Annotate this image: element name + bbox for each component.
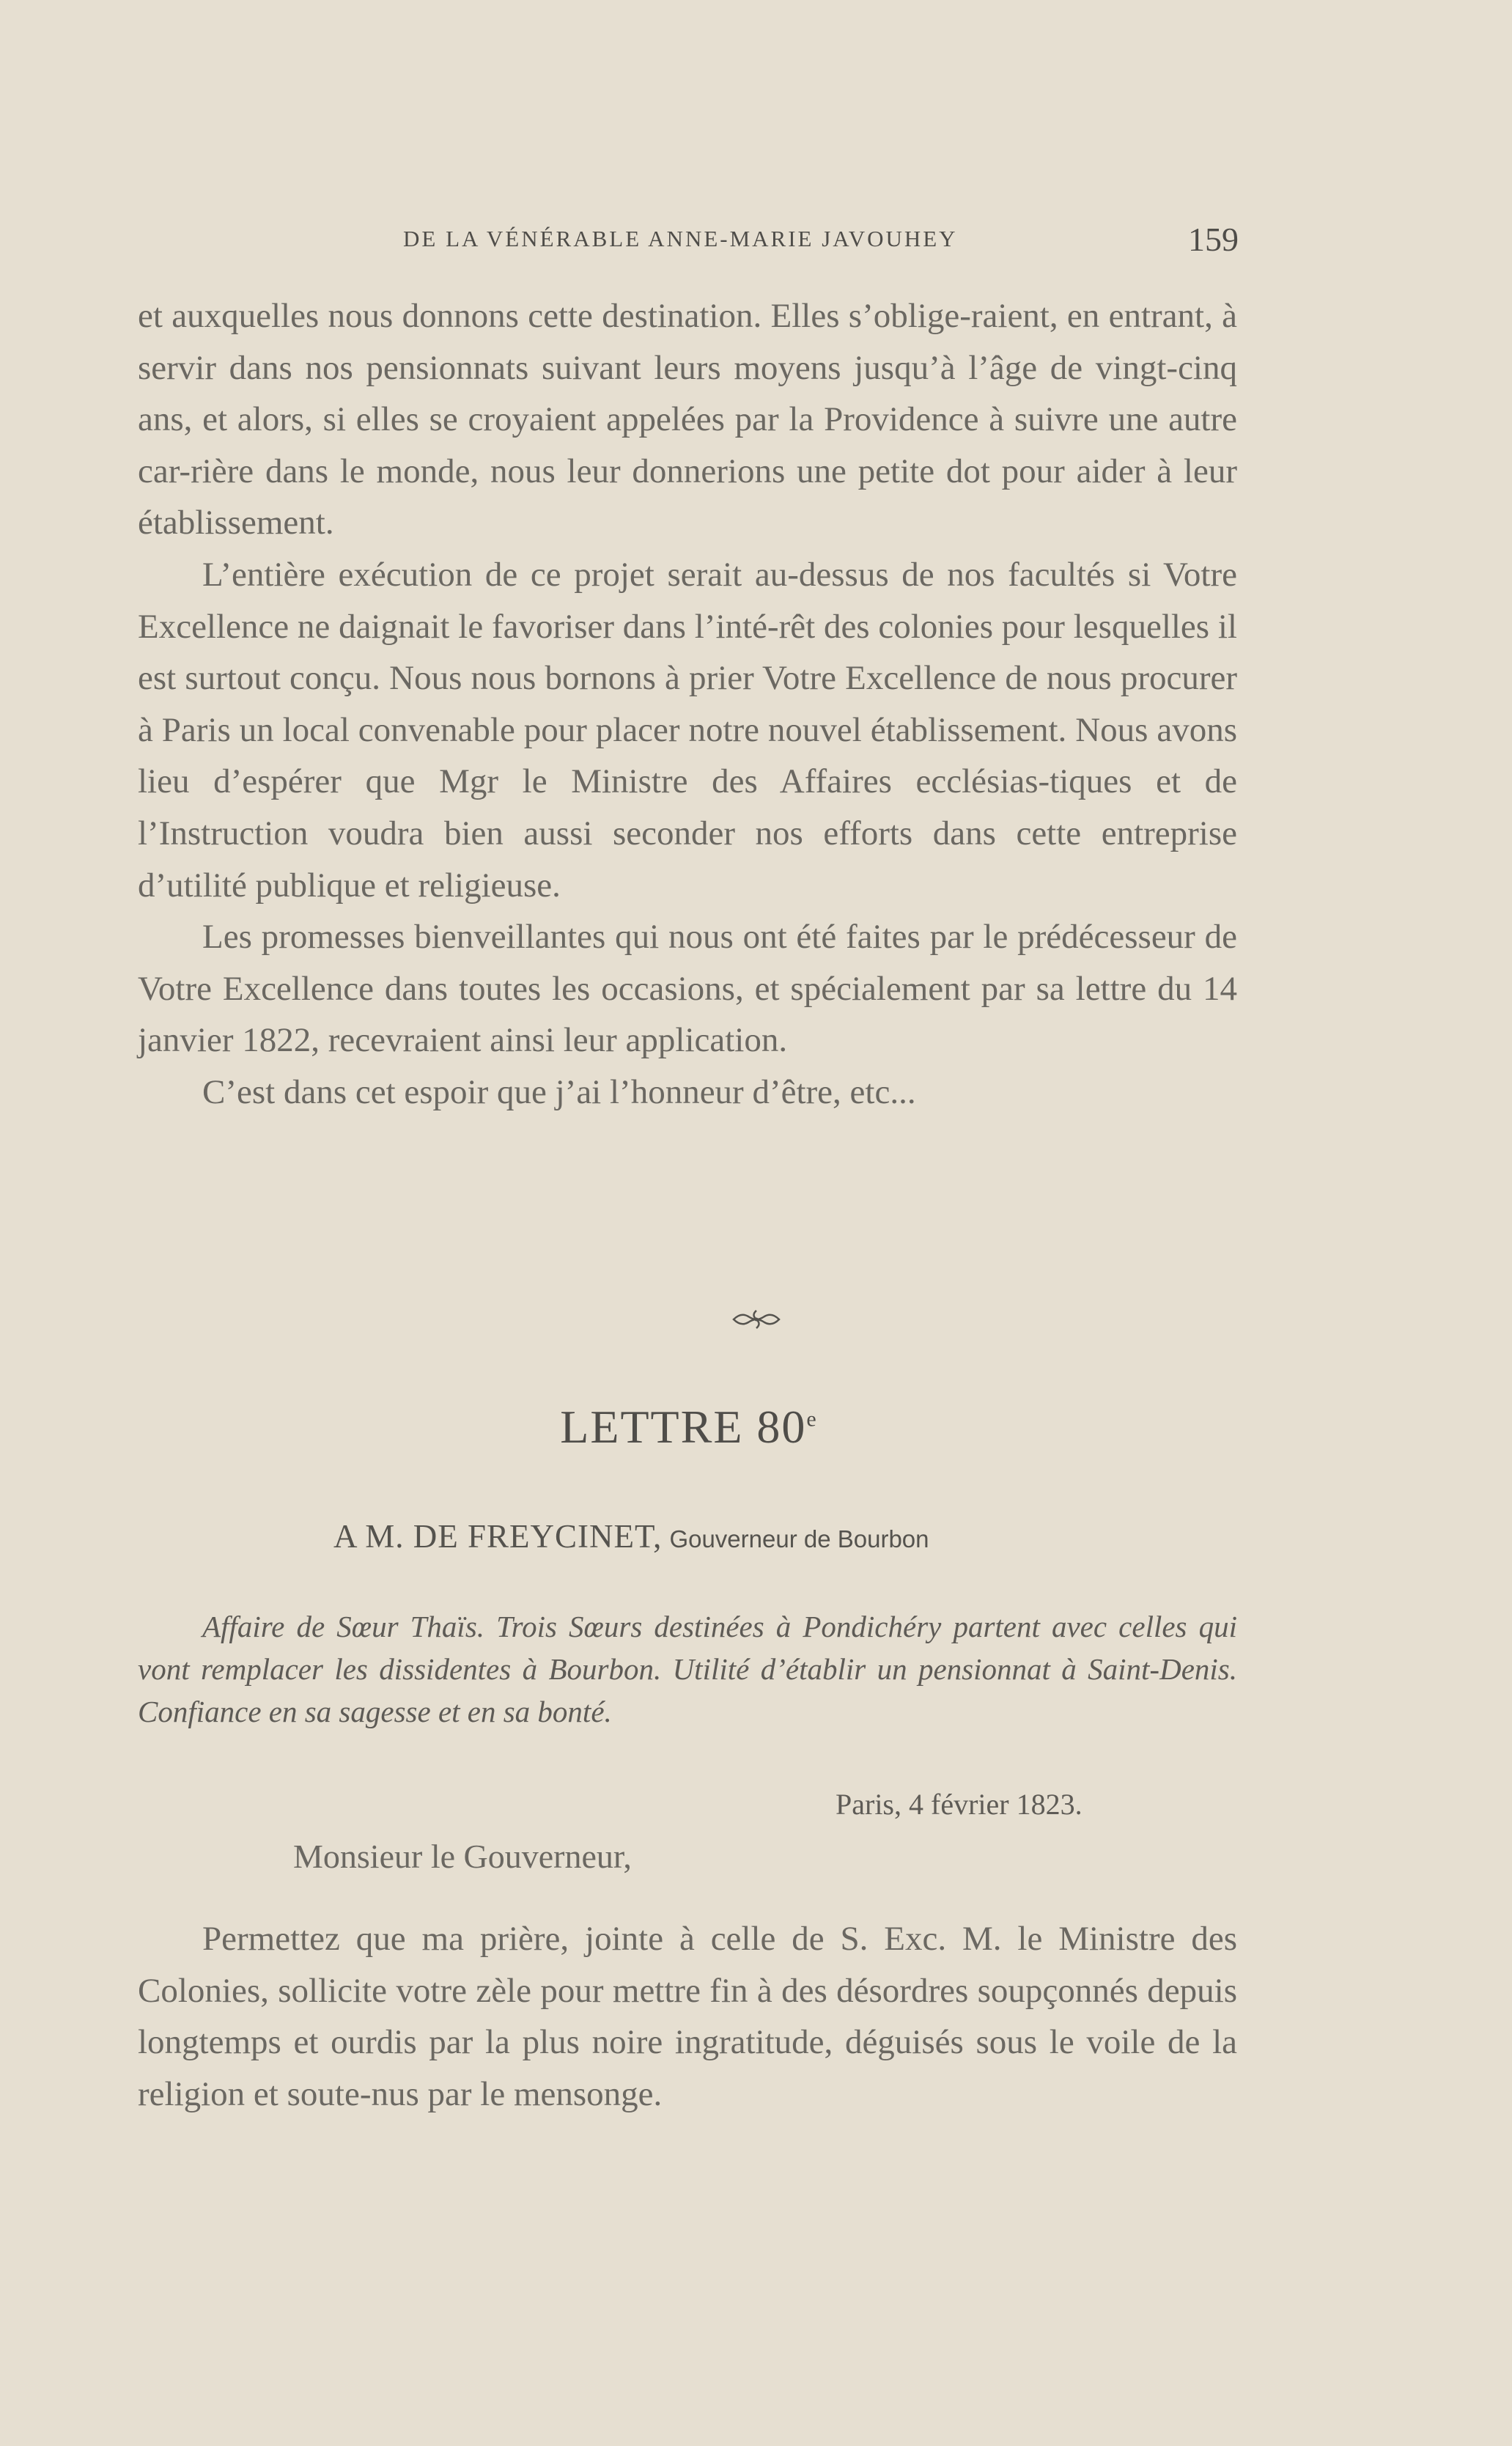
fleuron-ornament-icon [0, 1306, 1512, 1336]
paragraph: et auxquelles nous donnons cette destination. Elles s’oblige-raient, en entrant, à servir dans nos pensionnats suivant leurs moyens jusqu’à l’âge de vingt-cinq ans, et alors, si elles se croyaient appelées par la Providence à suivre une autre car-rière dans le monde, nous leur donnerions une petite dot pour aider à leur établissement. [138, 297, 1237, 542]
salutation: Monsieur le Gouverneur, [293, 1838, 632, 1875]
running-head [139, 220, 1239, 264]
letter-summary: Affaire de Sœur Thaïs. Trois Sœurs destinées à Pondichéry partent avec celles qui vont remplacer les dissidentes à Bourbon. Utilité d’établir un pensionnat à Saint-Denis. Confiance en sa sagesse et en sa bonté. [138, 1610, 1237, 1728]
closing-line: C’est dans cet espoir que j’ai l’honneur d’être, etc... [202, 1072, 916, 1111]
continued-letter-text [138, 290, 1237, 1119]
paragraph: L’entière exécution de ce projet serait au-dessus de nos facultés si Votre Excellence ne daignait le favoriser dans l’inté-rêt des colonies pour lesquelles il est surtout conçu. Nous nous bornons à prier Votre Excellence de nous procurer à Paris un local convenable pour placer notre nouvel établissement. Nous avons lieu d’espérer que Mgr le Ministre des Affaires ecclésias-tiques et de l’Instruction voudra bien aussi seconder nos efforts dans cette entreprise d’utilité publique et religieuse. [138, 555, 1237, 905]
running-title: DE LA VÉNÉRABLE ANNE-MARIE JAVOUHEY [403, 226, 958, 251]
letter-title-text: LETTRE 80 [560, 1401, 807, 1453]
addressee-line [333, 1517, 929, 1555]
paragraph: Les promesses bienveillantes qui nous ont été faites par le prédécesseur de Votre Excellence dans toutes les occasions, et spécialement par sa lettre du 14 janvier 1822, recevraient ainsi leur application. [138, 918, 1237, 1060]
paragraph: Permettez que ma prière, jointe à celle de S. Exc. M. le Ministre des Colonies, sollicite votre zèle pour mettre fin à des désordres soupçonnés depuis longtemps et ourdis par la plus noire ingratitude, déguisés sous le voile de la religion et soute-nus par le mensonge. [138, 1920, 1237, 2113]
page-number: 159 [1188, 221, 1239, 258]
letter-title [0, 1400, 1378, 1454]
addressee-role: Gouverneur de Bourbon [669, 1525, 929, 1552]
letter-title-suffix: e [806, 1407, 818, 1432]
dateline: Paris, 4 février 1823. [836, 1788, 1083, 1821]
addressee-name: A M. DE FREYCINET, [333, 1518, 663, 1555]
letter-body [138, 1913, 1237, 2120]
